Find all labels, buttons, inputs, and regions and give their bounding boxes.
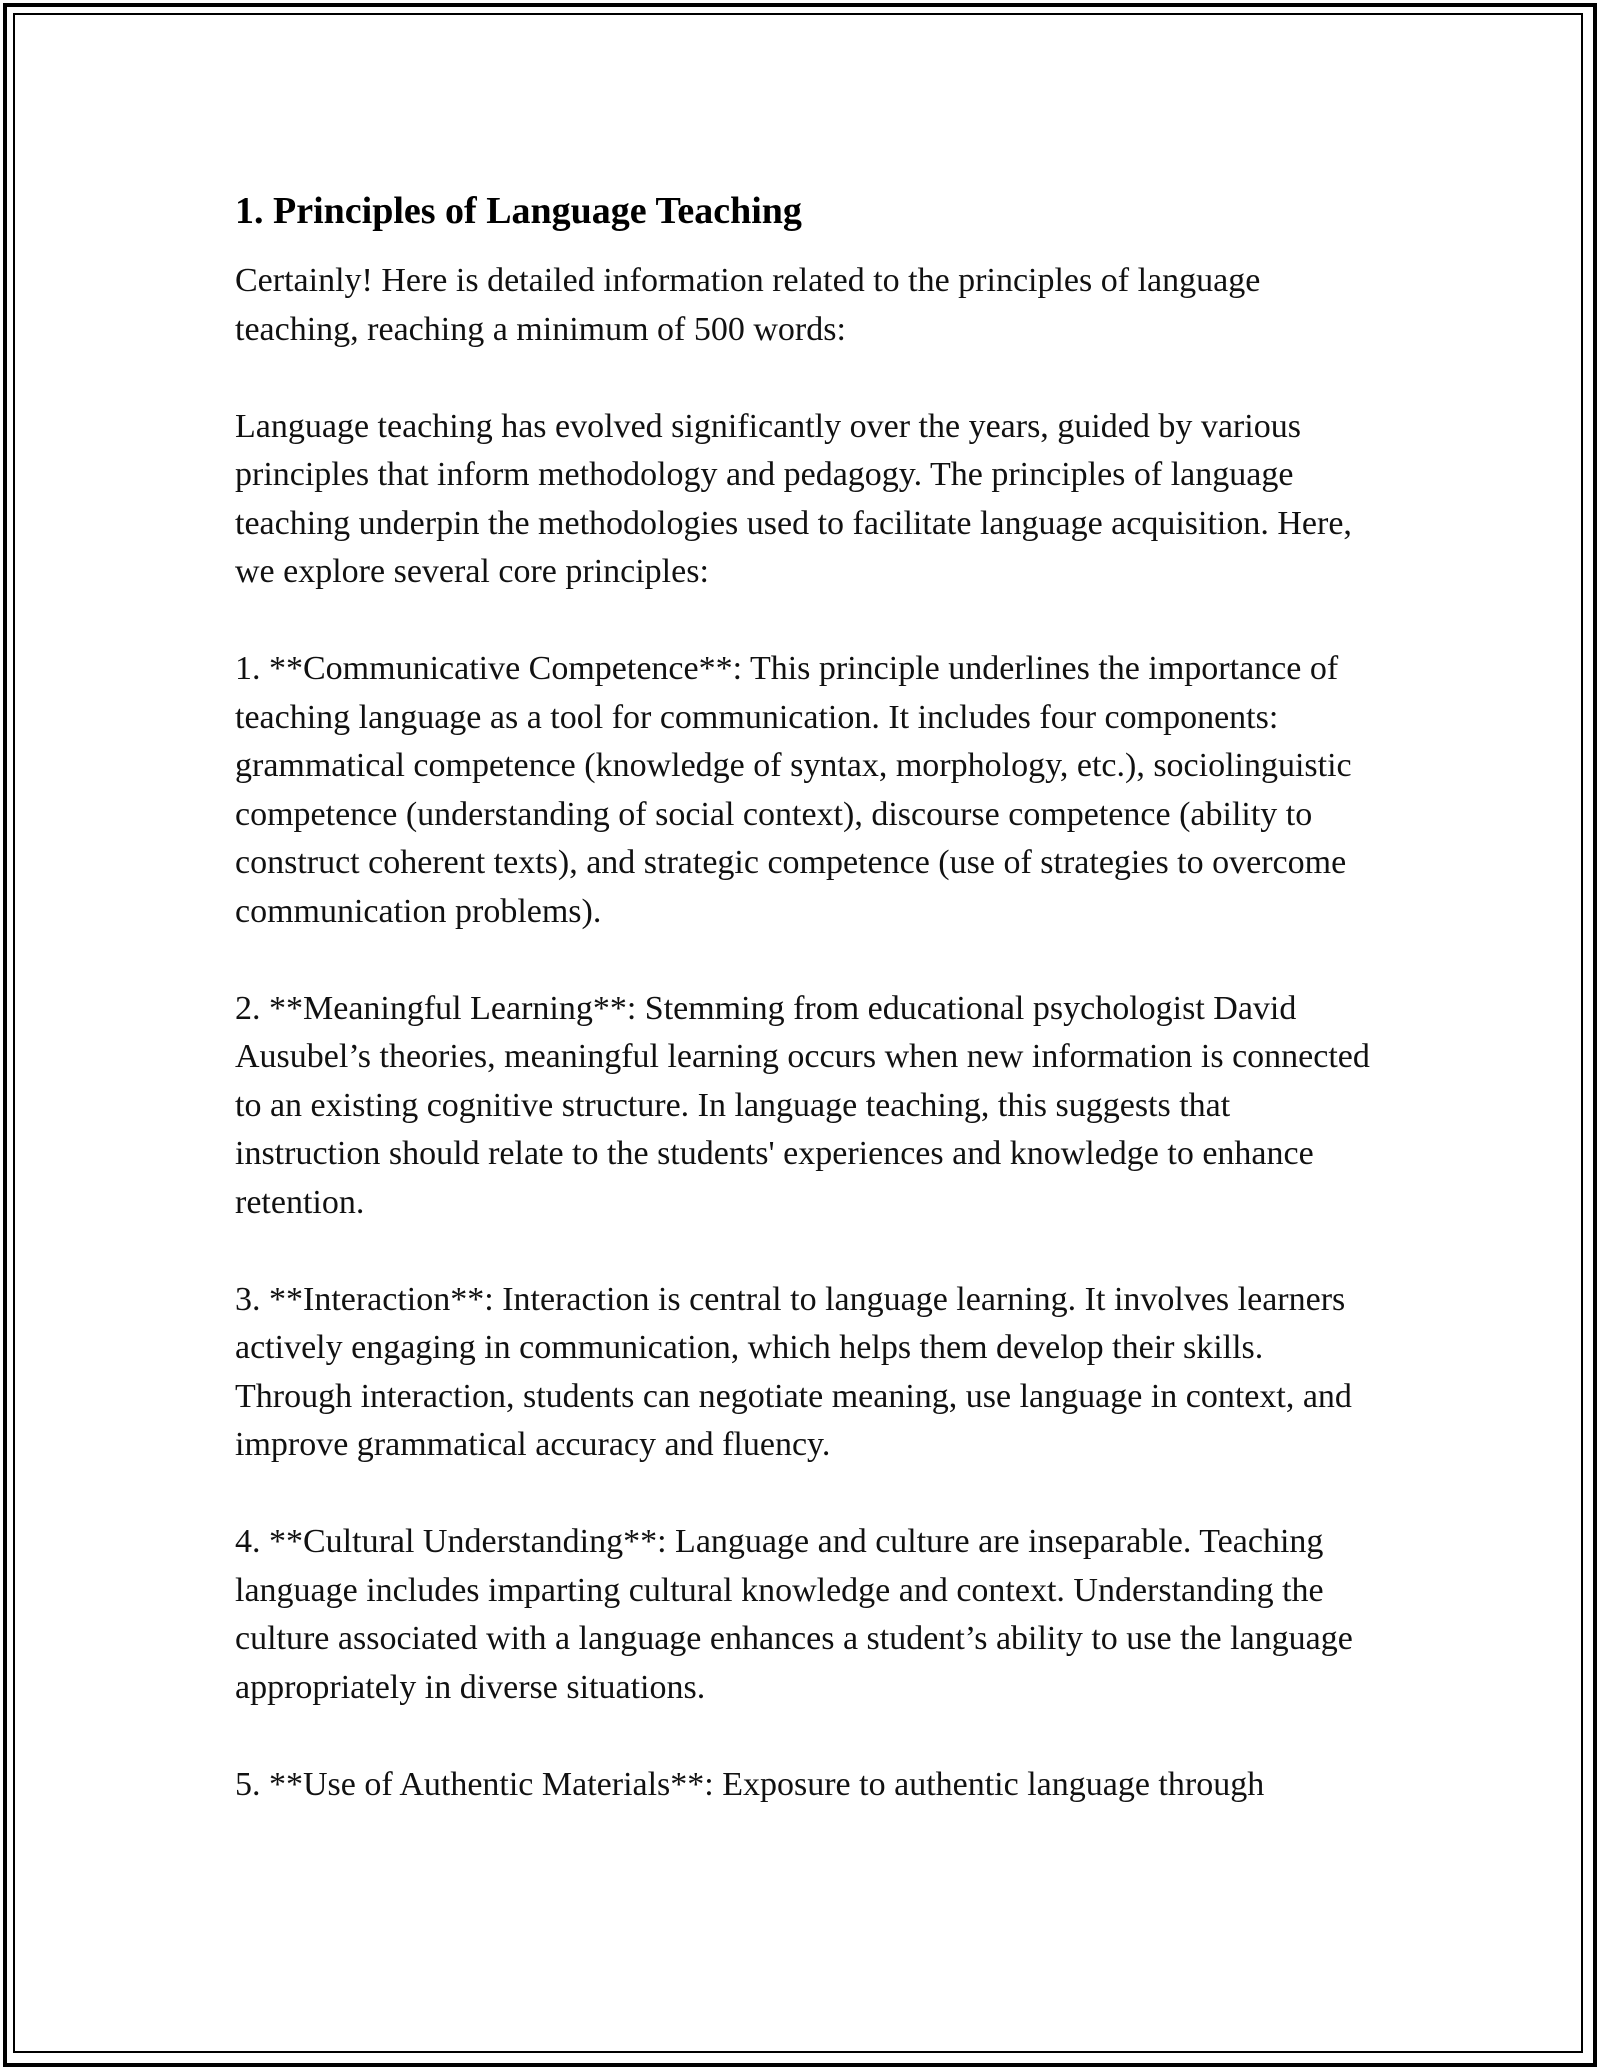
principle-interaction: 3. **Interaction**: Interaction is central to language learning. It involves learners actively engaging in communication, which helps them develop their skills. Through interaction, students can negotiate meaning, use language in context, and improve grammatical accuracy and fluency. <box>235 1280 1352 1463</box>
overview-paragraph: Language teaching has evolved significantly over the years, guided by various principles that inform methodology and pedagogy. The principles of language teaching underpin the methodologies used to facilitate language acquisition. Here, we explore several core principles: <box>235 407 1352 590</box>
intro-paragraph: Certainly! Here is detailed information related to the principles of language teaching, reaching a minimum of 500 words: <box>235 262 1261 348</box>
principle-communicative-competence: 1. **Communicative Competence**: This principle underlines the importance of teaching language as a tool for communication. It includes four components: grammatical competence (knowledge of syntax, morphology, etc.), sociolinguistic competence (understanding of social context), discourse competence (ability to construct coherent texts), and strategic competence (use of strategies to overcome communication problems). <box>235 650 1352 930</box>
document-body <box>235 185 1375 1858</box>
principle-meaningful-learning: 2. **Meaningful Learning**: Stemming from educational psychologist David Ausubel’s theories, meaningful learning occurs when new information is connected to an existing cognitive structure. In language teaching, this suggests that instruction should relate to the students' experiences and knowledge to enhance retention. <box>235 989 1370 1221</box>
principle-cultural-understanding: 4. **Cultural Understanding**: Language and culture are inseparable. Teaching language includes imparting cultural knowledge and context. Understanding the culture associated with a language enhances a student’s ability to use the language appropriately in diverse situations. <box>235 1523 1353 1706</box>
section-heading: 1. Principles of Language Teaching <box>235 190 802 232</box>
principle-authentic-materials: 5. **Use of Authentic Materials**: Exposure to authentic language through <box>235 1765 1265 1803</box>
